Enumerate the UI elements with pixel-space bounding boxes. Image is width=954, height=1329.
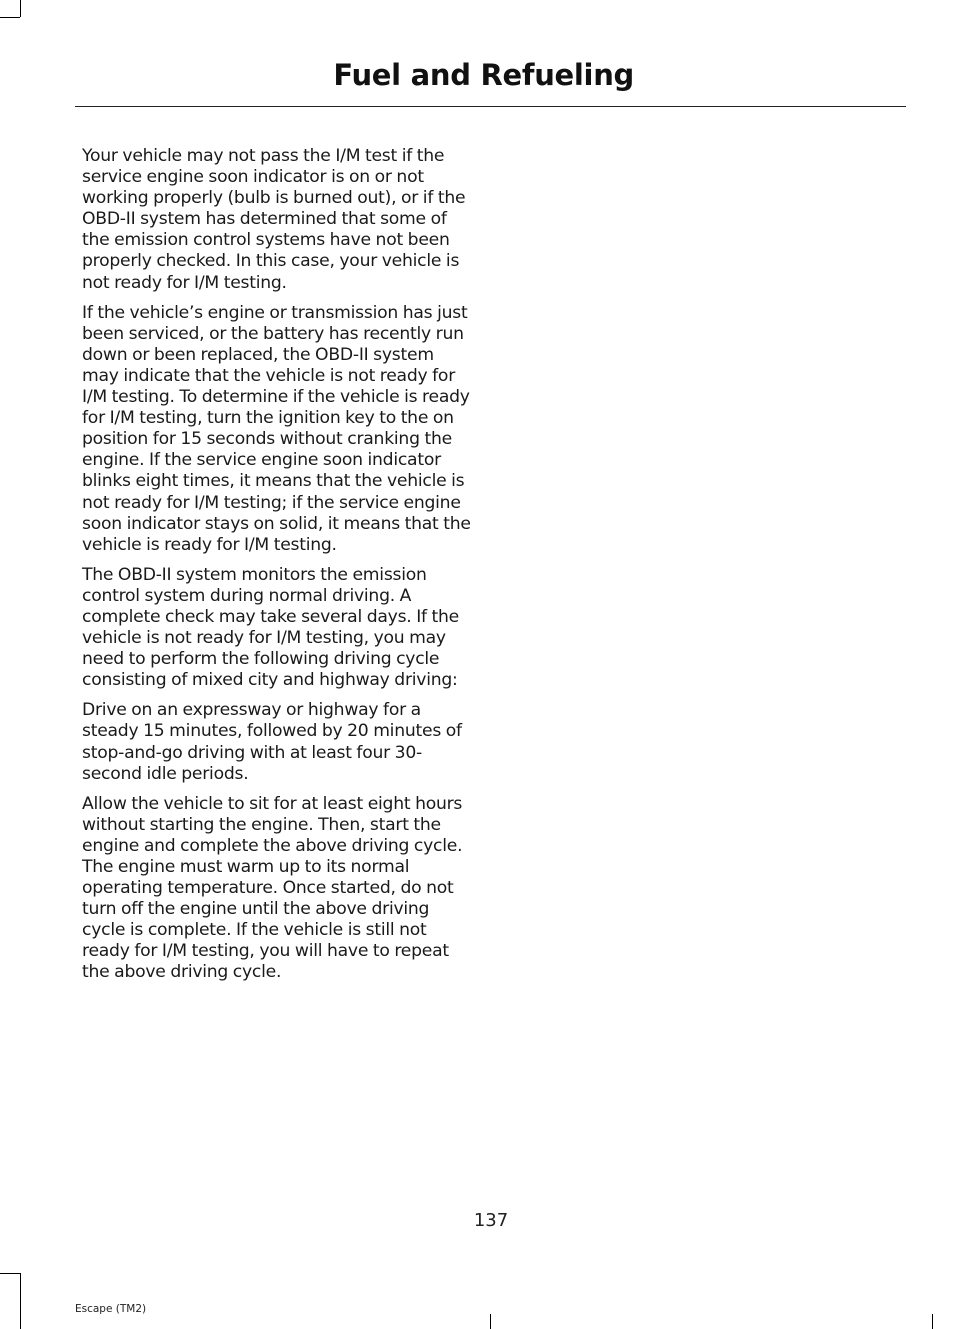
paragraph-repeat-cycle: Allow the vehicle to sit for at least eight hours without starting the engine. Then, start the engine and complete the above driving cycle. The engine must warm up to its normal operating temperature. Once started, do not turn off the engine until the above driving cycle is complete. If the vehicle is still not ready for I/M testing, you will have to repeat the above driving cycle. bbox=[82, 793, 463, 983]
paragraph-obd-monitoring: The OBD-II system monitors the emission control system during normal driving. A complete check may take several days. If the vehicle is not ready for I/M testing, you may need to perform the following driving cycle consisting of mixed city and highway driving: bbox=[82, 564, 459, 691]
crop-mark-bottom-center bbox=[490, 1314, 491, 1329]
crop-mark-top-left-vertical bbox=[20, 0, 21, 17]
page-number: 137 bbox=[473, 1210, 509, 1231]
crop-mark-top-left-horizontal bbox=[0, 17, 20, 18]
crop-mark-bottom-left-vertical bbox=[20, 1273, 21, 1329]
page-title: Fuel and Refueling bbox=[333, 58, 634, 92]
paragraph-im-test-failure: Your vehicle may not pass the I/M test if the service engine soon indicator is on or not working properly (bulb is burned out), or if the OBD-II system has determined that some of the emission control systems have not been properly checked. In this case, your vehicle is not ready for I/M testing. bbox=[82, 146, 466, 293]
crop-mark-bottom-left-horizontal bbox=[0, 1273, 20, 1274]
paragraph-recent-service: If the vehicle’s engine or transmission has just been serviced, or the battery has recently run down or been replaced, the OBD-II system may indicate that the vehicle is not ready for I/M testing. To determine if the vehicle is ready for I/M testing, turn the ignition key to the on position for 15 seconds without cranking the engine. If the service engine soon indicator blinks eight times, it means that the vehicle is not ready for I/M testing; if the service engine soon indicator stays on solid, it means that the vehicle is ready for I/M testing. bbox=[82, 302, 471, 555]
body-text-column bbox=[82, 146, 474, 993]
title-divider bbox=[75, 106, 906, 107]
crop-mark-bottom-right bbox=[932, 1314, 933, 1329]
paragraph-drive-cycle: Drive on an expressway or highway for a steady 15 minutes, followed by 20 minutes of stop-and-go driving with at least four 30-second idle periods. bbox=[82, 700, 462, 784]
footer-model-label: Escape (TM2) bbox=[75, 1303, 147, 1315]
